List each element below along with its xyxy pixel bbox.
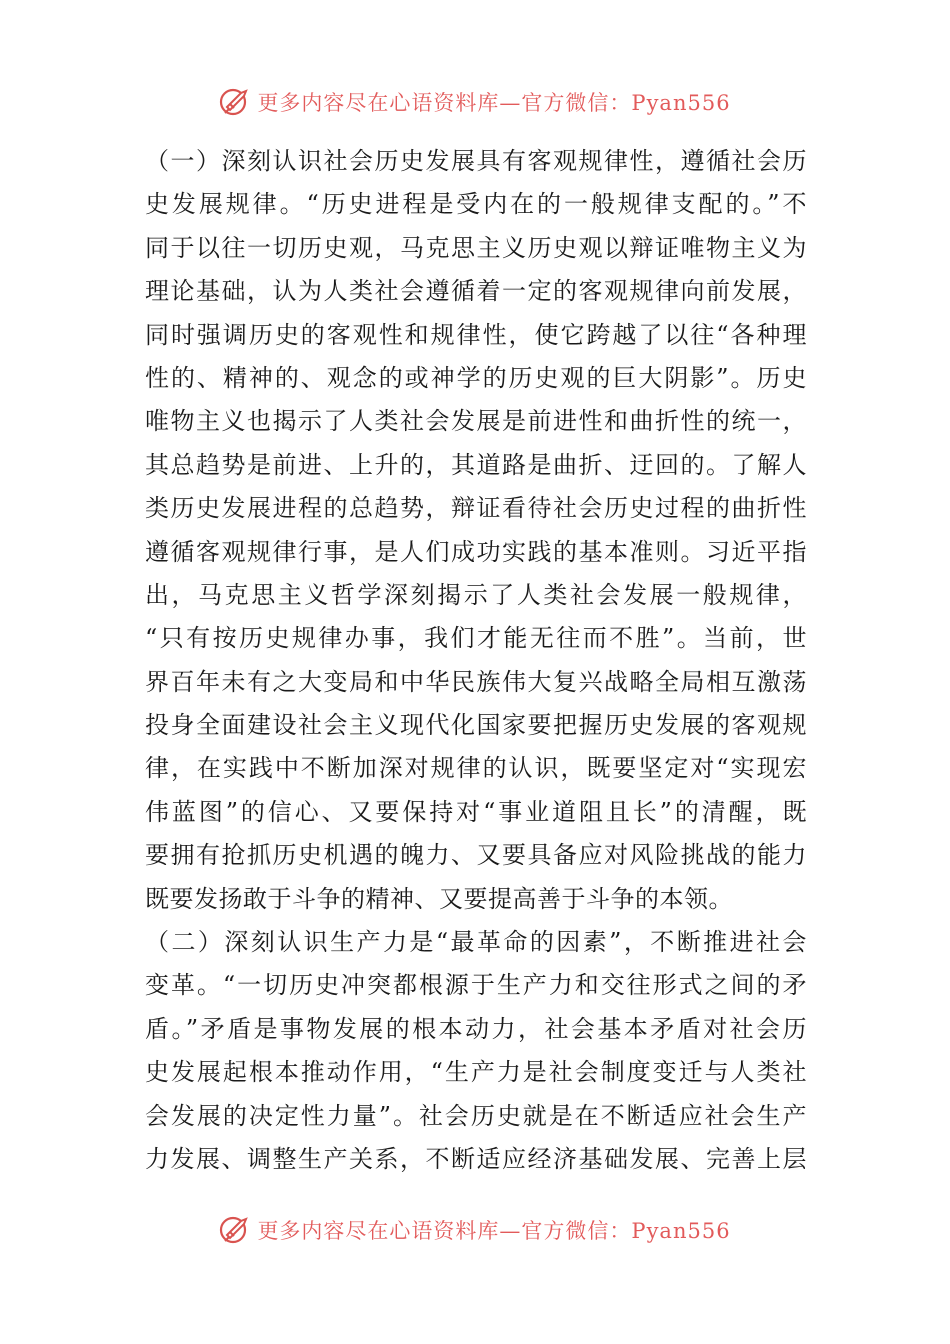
- footer-banner: [0, 1210, 950, 1250]
- text-line: 伟蓝图”的信心、又要保持对“事业道阻且长”的清醒，既: [145, 797, 807, 826]
- text-line: 力发展、调整生产关系，不断适应经济基础发展、完善上层: [145, 1144, 807, 1173]
- document-body: [145, 140, 807, 1181]
- text-line: 既要发扬敢于斗争的精神、又要提高善于斗争的本领。: [145, 884, 733, 913]
- text-line: 会发展的决定性力量”。社会历史就是在不断适应社会生产: [145, 1101, 807, 1130]
- text-line: 同于以往一切历史观，马克思主义历史观以辩证唯物主义为: [145, 233, 807, 262]
- text-line: 盾。”矛盾是事物发展的根本动力，社会基本矛盾对社会历: [145, 1014, 807, 1043]
- pen-logo-icon: [219, 85, 253, 119]
- text-line: 界百年未有之大变局和中华民族伟大复兴战略全局相互激荡: [145, 667, 807, 696]
- text-line: 要拥有抢抓历史机遇的魄力、又要具备应对风险挑战的能力: [145, 841, 807, 870]
- pen-logo-icon: [219, 1213, 253, 1247]
- text-line: 性的、精神的、观念的或神学的历史观的巨大阴影”。历史: [145, 363, 807, 392]
- text-line: （二）深刻认识生产力是“最革命的因素”，不断推进社会: [145, 928, 807, 957]
- text-line: 出，马克思主义哲学深刻揭示了人类社会发展一般规律，: [145, 580, 807, 609]
- text-line: （一）深刻认识社会历史发展具有客观规律性，遵循社会历: [145, 147, 807, 175]
- text-line: 律，在实践中不断加深对规律的认识，既要坚定对“实现宏: [145, 754, 807, 783]
- text-line: “只有按历史规律办事，我们才能无往而不胜”。当前，世: [145, 624, 807, 653]
- text-line: 其总趋势是前进、上升的，其道路是曲折、迂回的。了解人: [145, 450, 807, 479]
- text-line: 史发展规律。“历史进程是受内在的一般规律支配的。”不: [145, 190, 807, 219]
- text-line: 理论基础，认为人类社会遵循着一定的客观规律向前发展，: [145, 277, 807, 306]
- text-line: 史发展起根本推动作用，“生产力是社会制度变迁与人类社: [145, 1058, 807, 1087]
- text-line: 同时强调历史的客观性和规律性，使它跨越了以往“各种理: [145, 320, 807, 349]
- text-line: 唯物主义也揭示了人类社会发展是前进性和曲折性的统一，: [145, 407, 807, 436]
- text-line: 类历史发展进程的总趋势，辩证看待社会历史过程的曲折性: [145, 494, 807, 523]
- text-line: 投身全面建设社会主义现代化国家要把握历史发展的客观规: [145, 711, 807, 740]
- text-line: 变革。“一切历史冲突都根源于生产力和交往形式之间的矛: [145, 971, 807, 1000]
- footer-banner-text: 更多内容尽在心语资料库—官方微信：Pyan556: [257, 1219, 731, 1243]
- text-line: 遵循客观规律行事，是人们成功实践的基本准则。习近平指: [145, 537, 807, 566]
- header-banner-text: 更多内容尽在心语资料库—官方微信：Pyan556: [257, 91, 731, 115]
- header-banner: [0, 82, 950, 122]
